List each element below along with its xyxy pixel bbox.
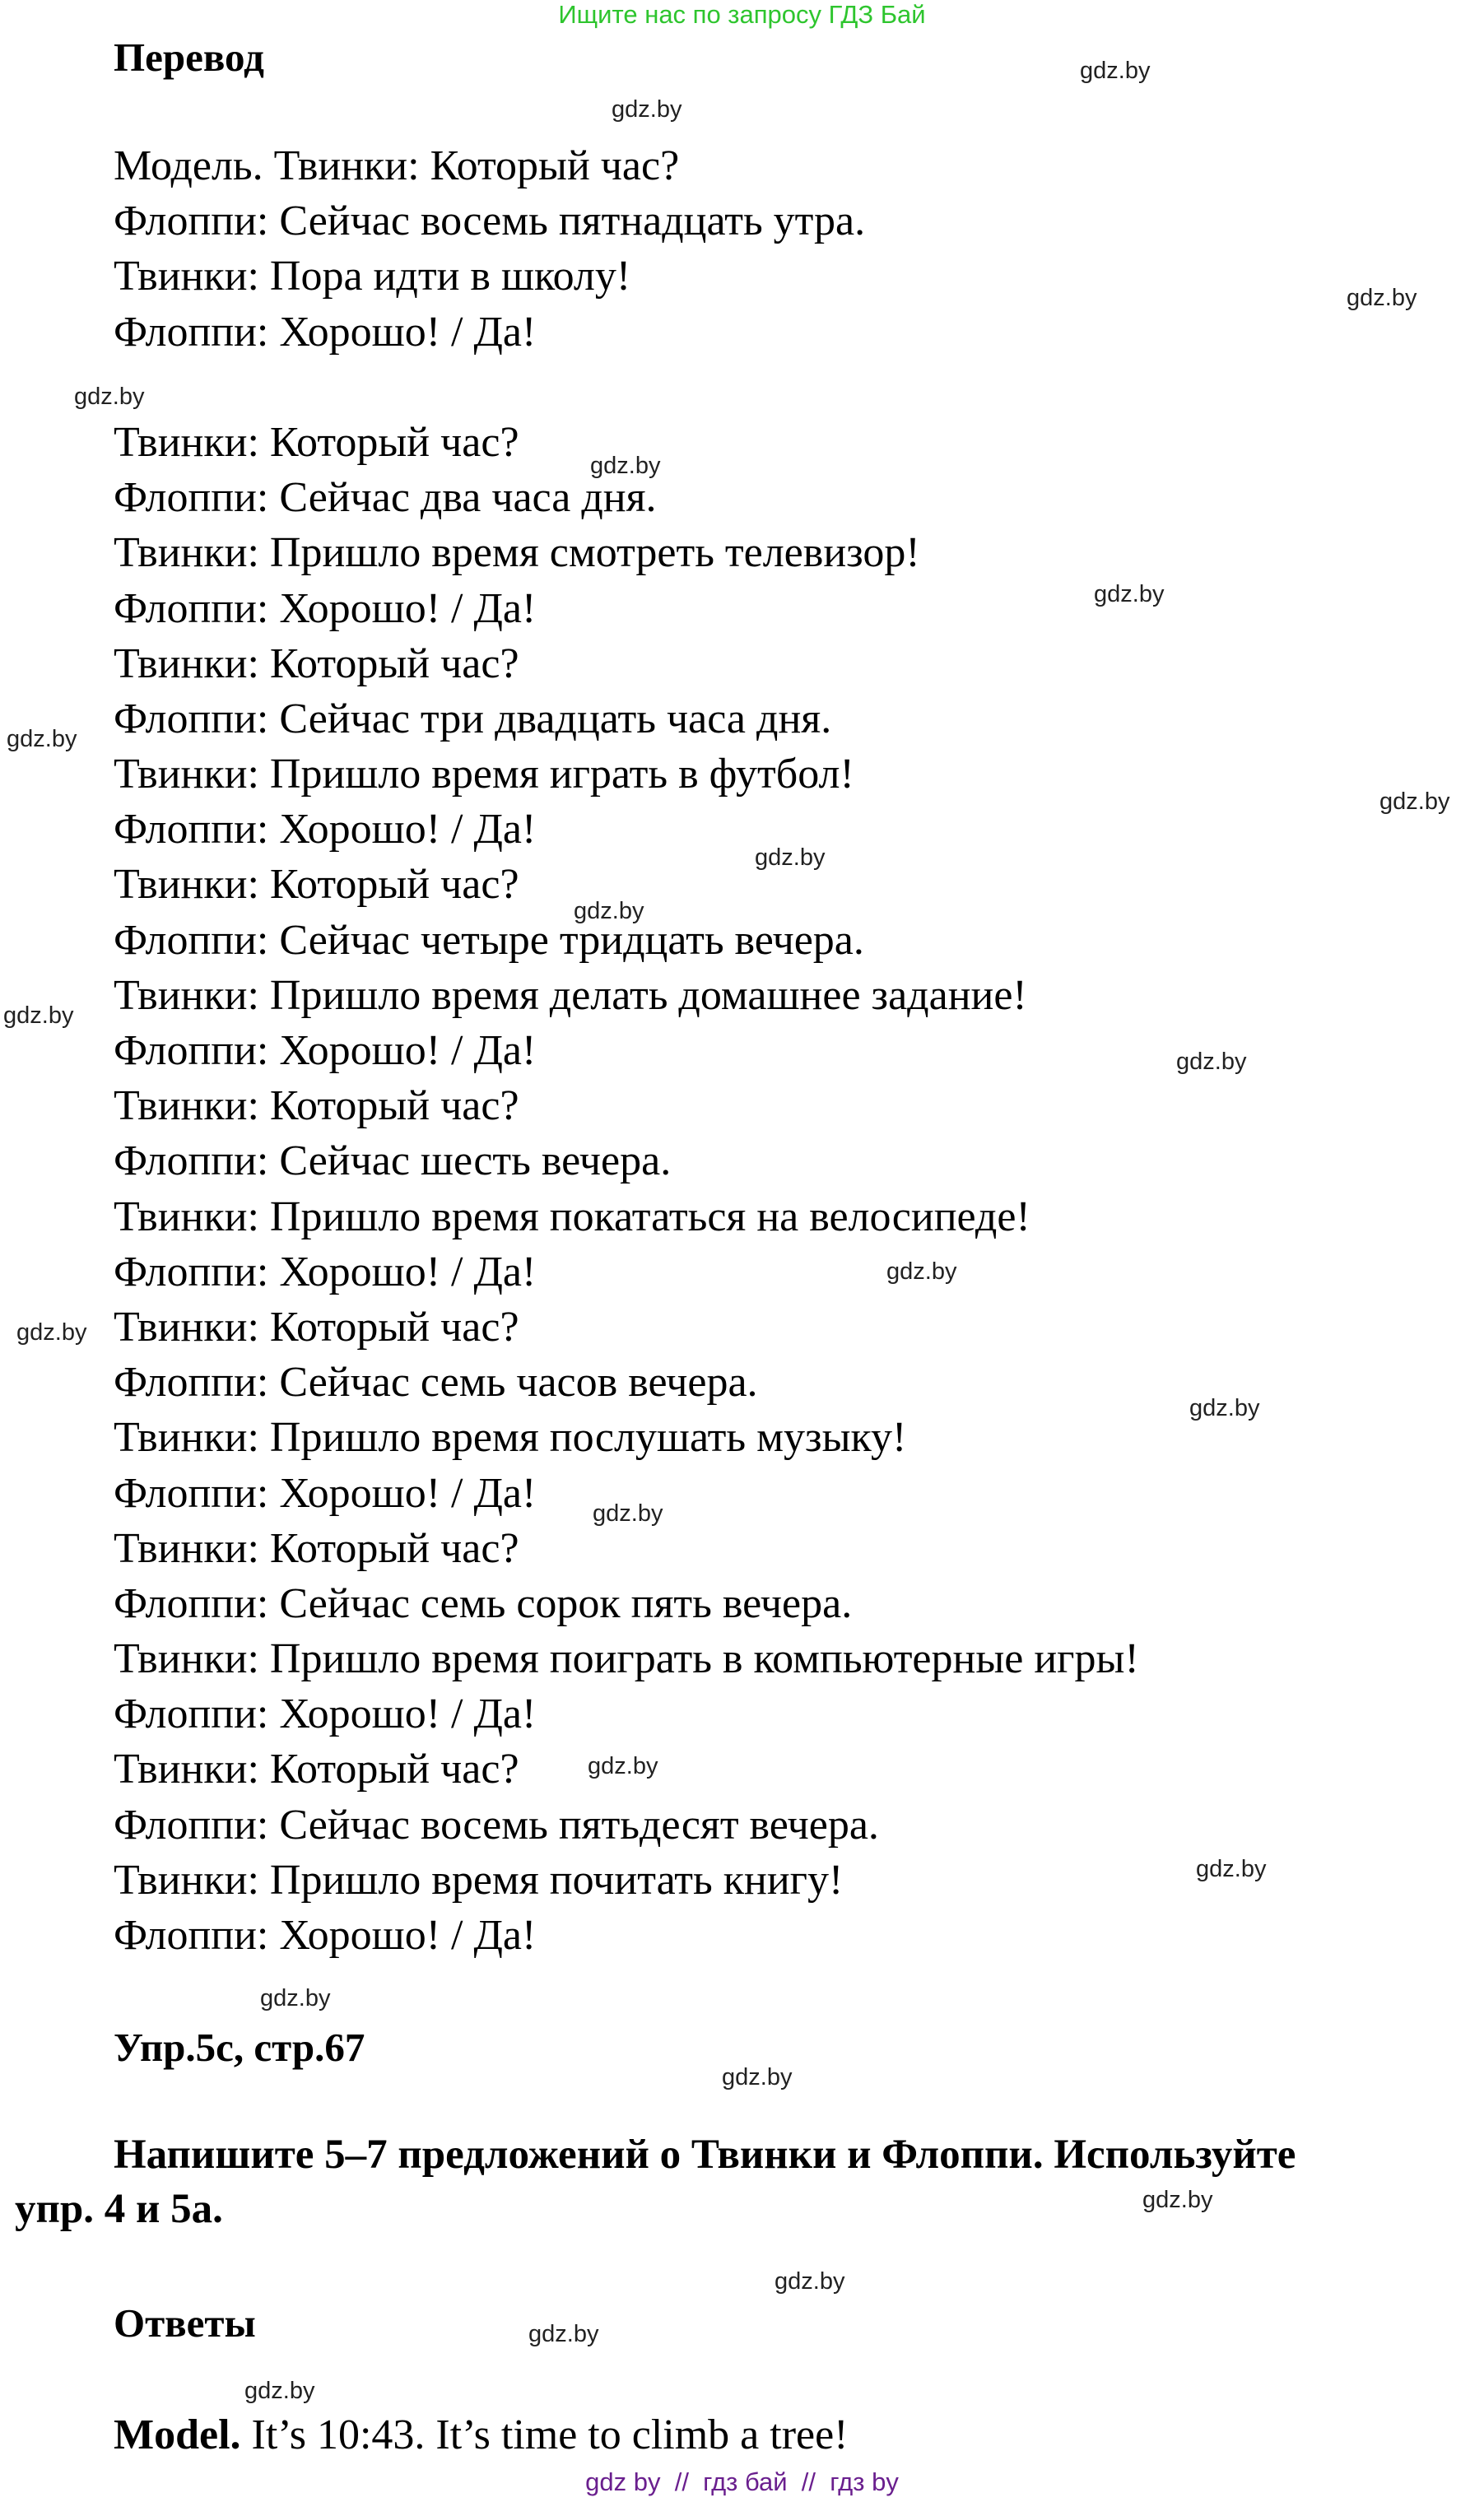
dialogue-line: Флоппи: Хорошо! / Да! <box>114 584 537 632</box>
bottom-links[interactable]: gdz by // гдз бай // гдз by <box>585 2467 899 2496</box>
dialogue-line: Флоппи: Хорошо! / Да! <box>114 806 537 853</box>
dialogue-line: Флоппи: Хорошо! / Да! <box>114 1027 537 1074</box>
answers-heading: Ответы <box>114 2300 256 2346</box>
dialogue-line: Модель. Твинки: Который час? <box>114 142 680 189</box>
dialogue-line: Твинки: Пришло время покататься на велосипеде! <box>114 1193 1030 1240</box>
dialogue-line: Твинки: Пора идти в школу! <box>114 253 631 300</box>
dialogue-line: Твинки: Пришло время смотреть телевизор! <box>114 529 920 577</box>
dialogue-line: Твинки: Пришло время послушать музыку! <box>114 1414 907 1462</box>
exercise-heading: Упр.5c, стр.67 <box>114 2025 365 2070</box>
watermark: gdz.by <box>244 2378 315 2404</box>
dialogue-line: Флоппи: Хорошо! / Да! <box>114 1248 537 1295</box>
watermark: gdz.by <box>1080 58 1151 84</box>
watermark: gdz.by <box>7 726 77 752</box>
dialogue-line: Флоппи: Сейчас шесть вечера. <box>114 1137 672 1185</box>
watermark: gdz.by <box>1142 2187 1213 2213</box>
dialogue-line: Твинки: Пришло время играть в футбол! <box>114 751 854 798</box>
dialogue-line: Твинки: Который час? <box>114 639 519 687</box>
dialogue-line: Флоппи: Сейчас семь часов вечера. <box>114 1359 758 1407</box>
answer-line <box>114 2408 848 2462</box>
watermark: gdz.by <box>590 453 661 479</box>
dialogue-line: Твинки: Пришло время почитать книгу! <box>114 1856 844 1904</box>
dialogue-line: Флоппи: Хорошо! / Да! <box>114 1912 537 1959</box>
task-line: упр. 4 и 5а. <box>15 2186 223 2232</box>
top-banner[interactable]: Ищите нас по запросу ГДЗ Бай <box>558 0 926 29</box>
dialogue-line: Твинки: Пришло время делать домашнее задание! <box>114 971 1027 1019</box>
dialogue-line: Флоппи: Сейчас восемь пятнадцать утра. <box>114 198 866 245</box>
watermark: gdz.by <box>260 1985 331 2011</box>
watermark: gdz.by <box>1347 285 1417 311</box>
task-line: Напишите 5–7 предложений о Твинки и Флоппи. Используйте <box>114 2132 1296 2178</box>
dialogue-line: Флоппи: Хорошо! / Да! <box>114 308 537 356</box>
watermark: gdz.by <box>3 1002 74 1029</box>
watermark: gdz.by <box>16 1319 87 1346</box>
dialogue-line: Твинки: Который час? <box>114 1303 519 1351</box>
watermark: gdz.by <box>775 2268 845 2295</box>
watermark: gdz.by <box>588 1753 658 1779</box>
dialogue-line: Твинки: Который час? <box>114 1746 519 1793</box>
watermark: gdz.by <box>1379 788 1450 815</box>
dialogue-line: Твинки: Пришло время поиграть в компьютерные игры! <box>114 1635 1139 1683</box>
watermark: gdz.by <box>574 898 644 924</box>
watermark: gdz.by <box>74 384 145 410</box>
watermark: gdz.by <box>1176 1049 1247 1075</box>
dialogue-line: Флоппи: Сейчас восемь пятьдесят вечера. <box>114 1801 879 1849</box>
watermark: gdz.by <box>593 1500 663 1527</box>
watermark: gdz.by <box>1196 1856 1267 1882</box>
dialogue-line: Твинки: Который час? <box>114 861 519 909</box>
dialogue-line: Флоппи: Сейчас три двадцать часа дня. <box>114 695 832 742</box>
task-text <box>15 2128 1480 2236</box>
dialogue-line: Флоппи: Сейчас два часа дня. <box>114 474 657 522</box>
dialogue-line: Твинки: Который час? <box>114 1524 519 1572</box>
dialogue-line: Флоппи: Хорошо! / Да! <box>114 1690 537 1738</box>
dialogue-line: Флоппи: Сейчас четыре тридцать вечера. <box>114 916 864 964</box>
watermark: gdz.by <box>1094 581 1165 607</box>
watermark: gdz.by <box>528 2321 599 2347</box>
answer-label: Model. <box>114 2411 241 2458</box>
translation-heading: Перевод <box>114 35 264 80</box>
dialogue-line: Твинки: Который час? <box>114 1082 519 1130</box>
dialogue-line: Флоппи: Сейчас семь сорок пять вечера. <box>114 1579 853 1627</box>
watermark: gdz.by <box>612 96 682 123</box>
dialogue-line: Твинки: Который час? <box>114 418 519 466</box>
dialogue-line: Флоппи: Хорошо! / Да! <box>114 1469 537 1517</box>
watermark: gdz.by <box>1189 1395 1260 1421</box>
watermark: gdz.by <box>722 2064 793 2090</box>
watermark: gdz.by <box>755 844 826 871</box>
watermark: gdz.by <box>886 1258 957 1285</box>
answer-text: It’s 10:43. It’s time to climb a tree! <box>240 2411 849 2458</box>
